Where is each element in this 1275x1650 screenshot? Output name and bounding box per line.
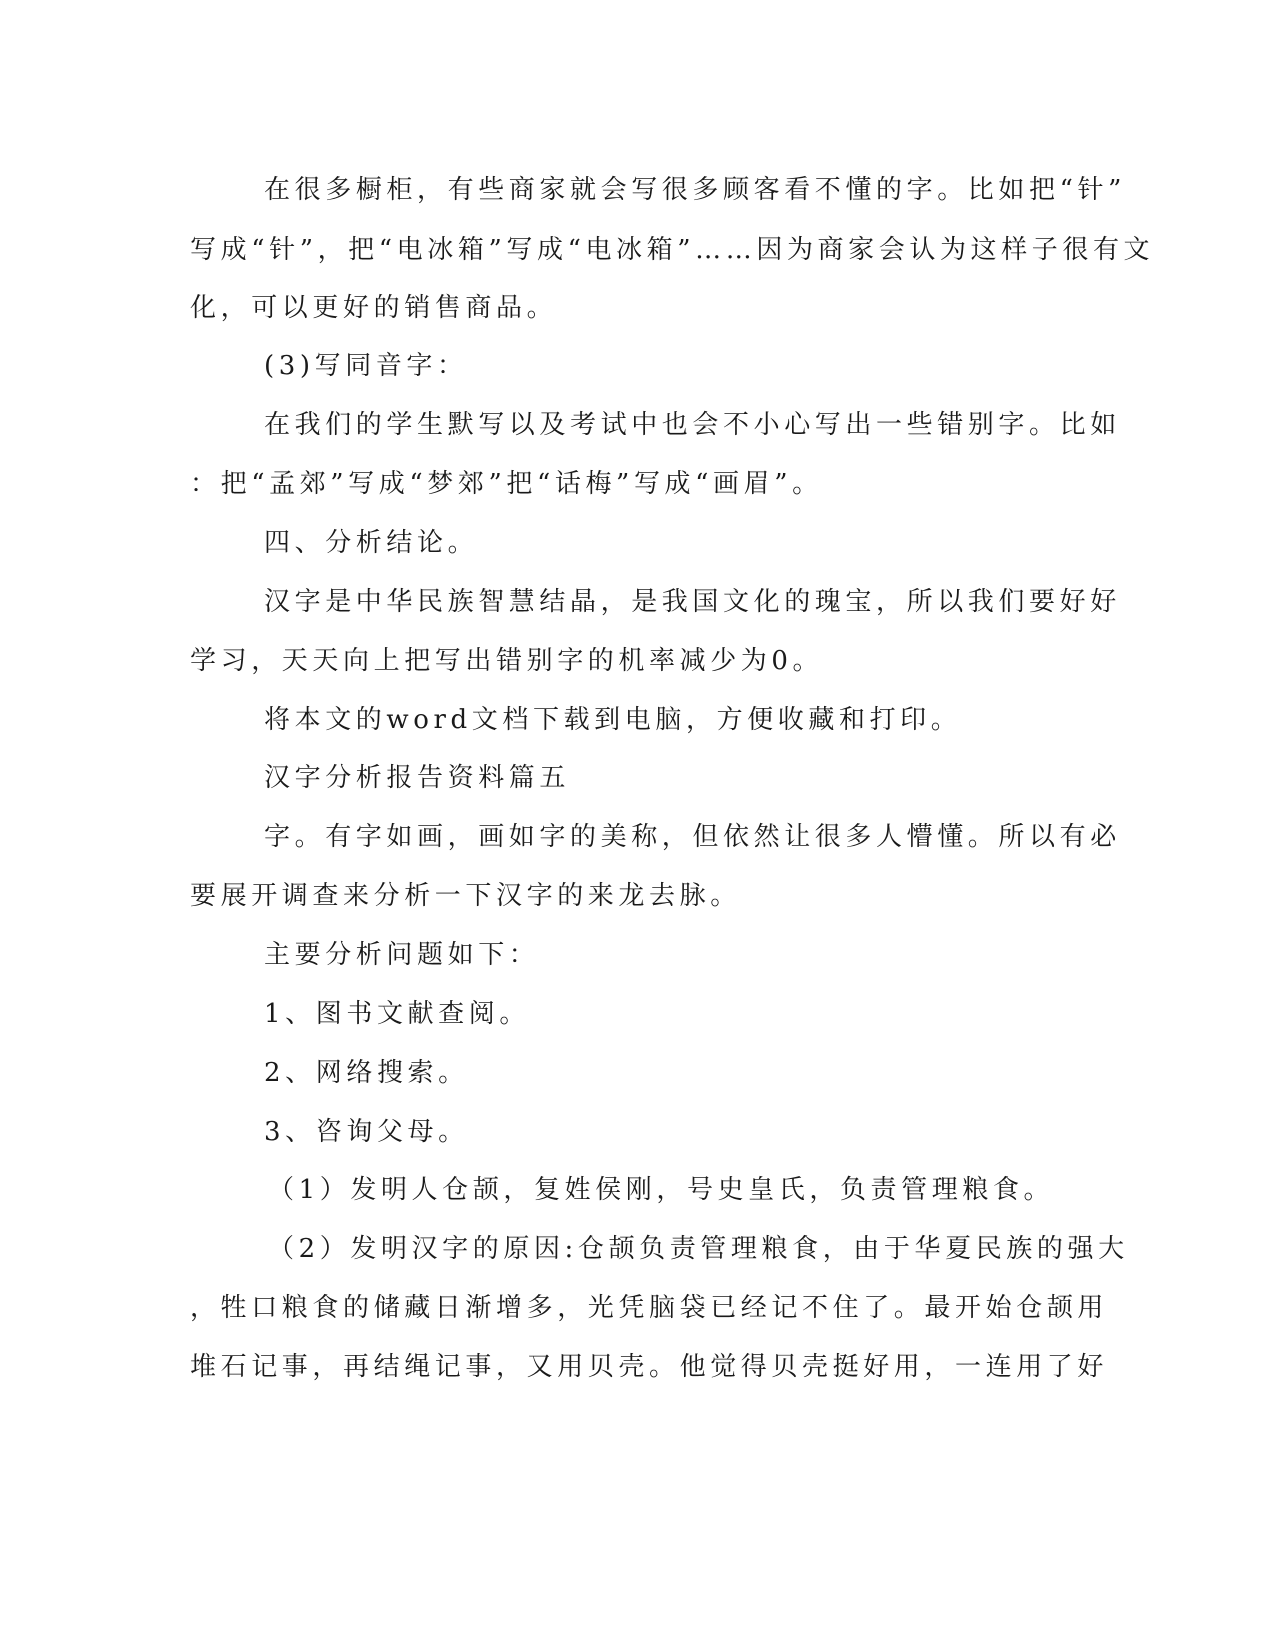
list-item: 3、咨询父母。: [264, 1117, 469, 1147]
paragraph-line: 字。有字如画，画如字的美称，但依然让很多人懵懂。所以有必: [264, 822, 1121, 852]
paragraph-line: 主要分析问题如下：: [264, 940, 540, 970]
paragraph-line: ：把“孟郊”写成“梦郊”把“话梅”写成“画眉”。: [190, 469, 823, 499]
paragraph-line: 在我们的学生默写以及考试中也会不小心写出一些错别字。比如: [264, 410, 1121, 440]
paragraph-line: 要展开调查来分析一下汉字的来龙去脉。: [190, 881, 741, 911]
paragraph-line: 学习，天天向上把写出错别字的机率减少为0。: [190, 646, 824, 676]
list-item: 2、网络搜索。: [264, 1058, 469, 1088]
paragraph-line: 将本文的word文档下载到电脑，方便收藏和打印。: [264, 705, 962, 735]
paragraph-line: 写成“针”，把“电冰箱”写成“电冰箱”……因为商家会认为这样子很有文: [190, 235, 1155, 265]
section-subheading: (3)写同音字：: [264, 351, 468, 381]
paragraph-line: （2）发明汉字的原因:仓颉负责管理粮食，由于华夏民族的强大: [268, 1234, 1129, 1264]
paragraph-line: 汉字是中华民族智慧结晶，是我国文化的瑰宝，所以我们要好好: [264, 587, 1121, 617]
paragraph-line: ，牲口粮食的储藏日渐增多，光凭脑袋已经记不住了。最开始仓颉用: [190, 1293, 1109, 1323]
paragraph-line: 堆石记事，再结绳记事，又用贝壳。他觉得贝壳挺好用，一连用了好: [190, 1352, 1109, 1382]
list-item: （1）发明人仓颉，复姓侯刚，号史皇氏，负责管理粮食。: [268, 1175, 1055, 1205]
list-item: 1、图书文献查阅。: [264, 999, 530, 1029]
paragraph-line: 在很多橱柜，有些商家就会写很多顾客看不懂的字。比如把“针”: [264, 175, 1126, 205]
section-heading: 四、分析结论。: [264, 528, 479, 558]
article-title: 汉字分析报告资料篇五: [264, 763, 571, 793]
paragraph-line: 化，可以更好的销售商品。: [190, 293, 558, 323]
